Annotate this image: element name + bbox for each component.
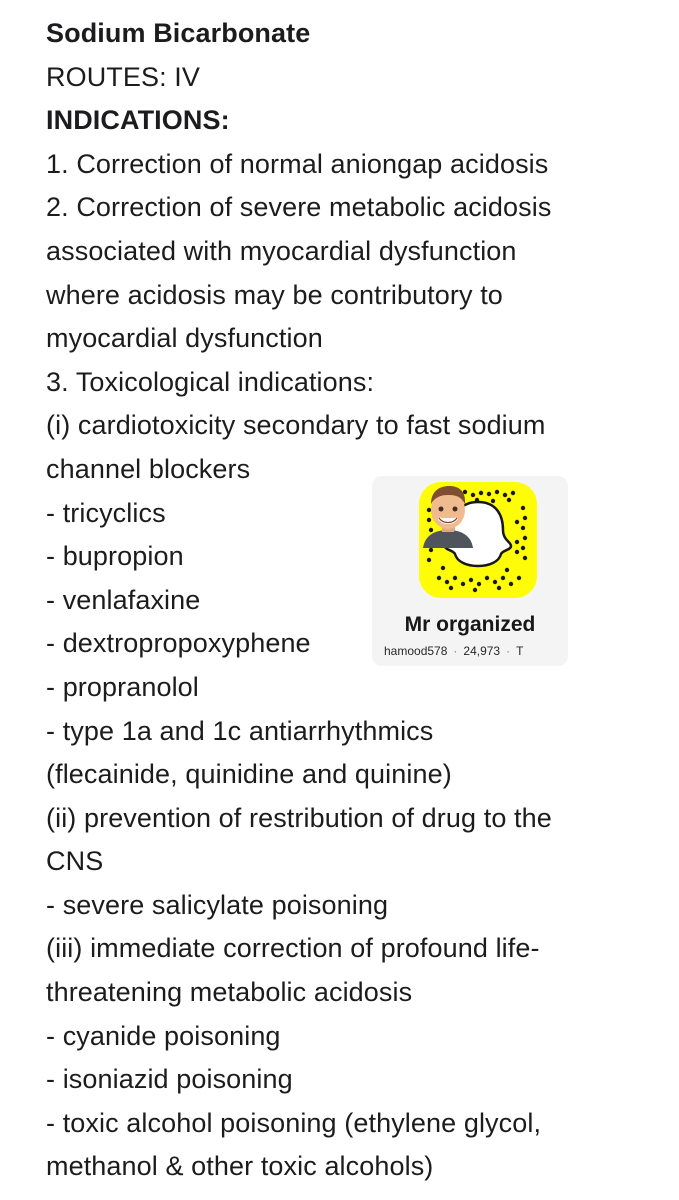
note-line: 3. Toxicological indications: (46, 366, 375, 397)
separator-dot: · (506, 644, 511, 658)
snapcode-display-name: Mr organized (404, 613, 536, 636)
note-line: - severe salicylate poisoning (46, 889, 389, 920)
note-line: where acidosis may be contributory to (46, 279, 503, 310)
snapcode-icon (419, 482, 537, 598)
note-line: - type 1a and 1c antiarrhythmics (46, 715, 434, 746)
snapcode-trail: T (516, 644, 524, 658)
avatar (419, 482, 477, 548)
note-line: methanol & other toxic alcohols) (46, 1151, 434, 1182)
snapcode-meta (384, 644, 523, 658)
note-line: - toxic alcohol poisoning (ethylene glycol, (46, 1107, 542, 1138)
snapcode-score: 24,973 (463, 644, 501, 658)
note-line: - isoniazid poisoning (46, 1064, 293, 1095)
routes-line: ROUTES: IV (46, 61, 201, 92)
snapcode-username: hamood578 (384, 644, 448, 658)
indications-heading: INDICATIONS: (46, 105, 230, 136)
snapcode-card (372, 476, 568, 666)
note-line: threatening metabolic acidosis (46, 977, 413, 1008)
note-title: Sodium Bicarbonate (46, 18, 311, 48)
note-line: - propranolol (46, 671, 199, 702)
note-line: (flecainide, quinidine and quinine) (46, 759, 452, 790)
note-body (46, 12, 666, 1189)
note-line: myocardial dysfunction (46, 323, 323, 354)
note-line: (i) cardiotoxicity secondary to fast sodium (46, 410, 546, 441)
note-line: associated with myocardial dysfunction (46, 235, 517, 266)
note-line: - venlafaxine (46, 584, 201, 615)
note-line: (iii) immediate correction of profound life- (46, 933, 540, 964)
note-line: - cyanide poisoning (46, 1020, 281, 1051)
note-line: 1. Correction of normal aniongap acidosis (46, 148, 549, 179)
note-line: 2. Correction of severe metabolic acidosis (46, 192, 552, 223)
note-line: CNS (46, 846, 104, 877)
note-line: - bupropion (46, 541, 184, 572)
note-line: channel blockers (46, 453, 251, 484)
separator-dot: · (453, 644, 458, 658)
note-line: - tricyclics (46, 497, 166, 528)
note-line: (ii) prevention of restribution of drug to the (46, 802, 552, 833)
note-line: - dextropropoxyphene (46, 628, 311, 659)
